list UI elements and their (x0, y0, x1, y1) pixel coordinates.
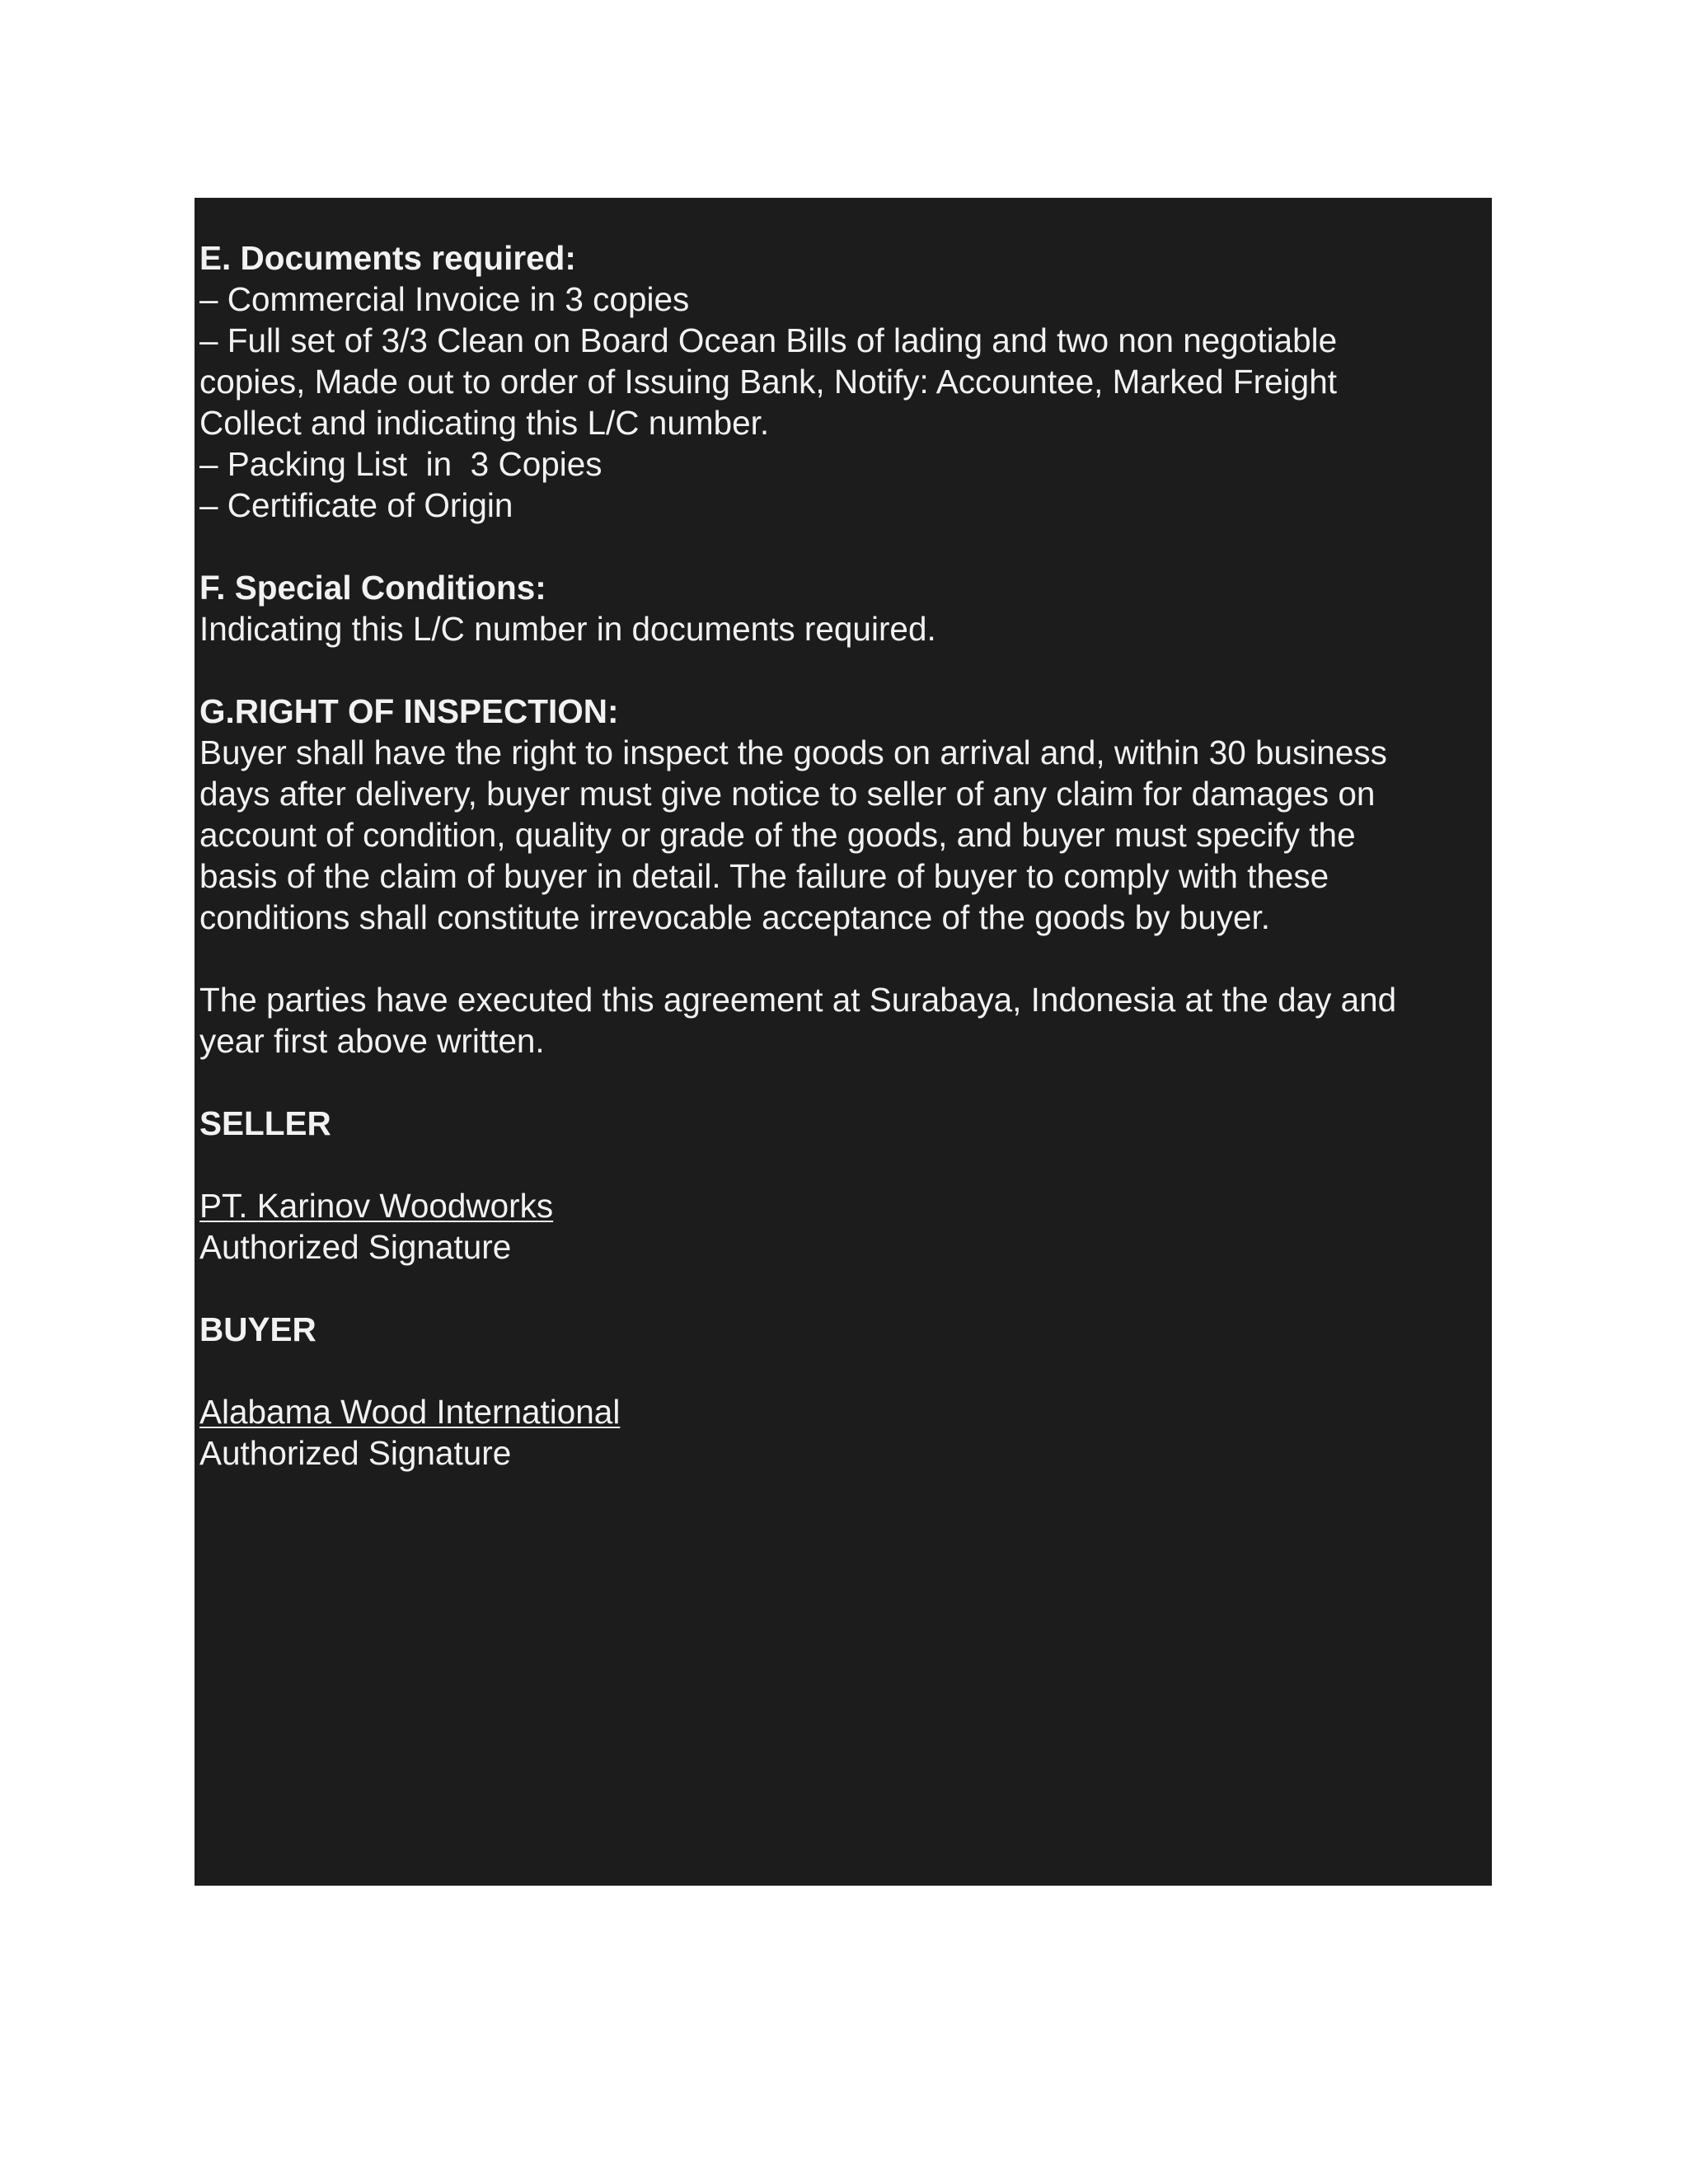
spacer (199, 938, 1492, 979)
section-execution (199, 979, 1492, 1062)
document-panel (195, 198, 1492, 1886)
seller-label: SELLER (199, 1104, 331, 1142)
list-item: – Packing List in 3 Copies (199, 445, 603, 483)
section-documents-required (199, 237, 1492, 526)
section-right-of-inspection (199, 691, 1492, 938)
section-special-conditions (199, 567, 1492, 649)
buyer-label: BUYER (199, 1310, 316, 1348)
paragraph-line: year first above written. (199, 1022, 545, 1060)
spacer (199, 1350, 1492, 1391)
buyer-signature-label: Authorized Signature (199, 1434, 512, 1472)
section-heading: F. Special Conditions: (199, 569, 546, 607)
paragraph-line: account of condition, quality or grade of the goods, and buyer must specify the (199, 816, 1356, 854)
seller-company-name: PT. Karinov Woodworks (199, 1187, 554, 1225)
list-item: – Certificate of Origin (199, 486, 513, 524)
paragraph-line: days after delivery, buyer must give notice to seller of any claim for damages on (199, 775, 1376, 813)
list-item: – Commercial Invoice in 3 copies (199, 280, 690, 318)
spacer (199, 526, 1492, 567)
paragraph-line: conditions shall constitute irrevocable acceptance of the goods by buyer. (199, 898, 1271, 936)
seller-signature-label: Authorized Signature (199, 1228, 512, 1266)
paragraph-line: The parties have executed this agreement at Surabaya, Indonesia at the day and (199, 981, 1397, 1019)
paragraph-line: Buyer shall have the right to inspect the goods on arrival and, within 30 business (199, 733, 1387, 771)
seller-block (199, 1103, 1492, 1268)
section-heading: G.RIGHT OF INSPECTION: (199, 692, 619, 730)
list-item: – Full set of 3/3 Clean on Board Ocean Bills of lading and two non negotiable (199, 321, 1338, 359)
list-item-continuation: Collect and indicating this L/C number. (199, 404, 770, 442)
paragraph-line: Indicating this L/C number in documents required. (199, 610, 936, 648)
spacer (199, 1144, 1492, 1185)
paragraph-line: basis of the claim of buyer in detail. The failure of buyer to comply with these (199, 857, 1329, 895)
spacer (199, 1268, 1492, 1309)
spacer (199, 649, 1492, 691)
list-item-continuation: copies, Made out to order of Issuing Bank, Notify: Accountee, Marked Freight (199, 363, 1337, 401)
section-heading: E. Documents required: (199, 239, 576, 277)
buyer-block (199, 1309, 1492, 1474)
spacer (199, 1062, 1492, 1103)
buyer-company-name: Alabama Wood International (199, 1393, 621, 1431)
